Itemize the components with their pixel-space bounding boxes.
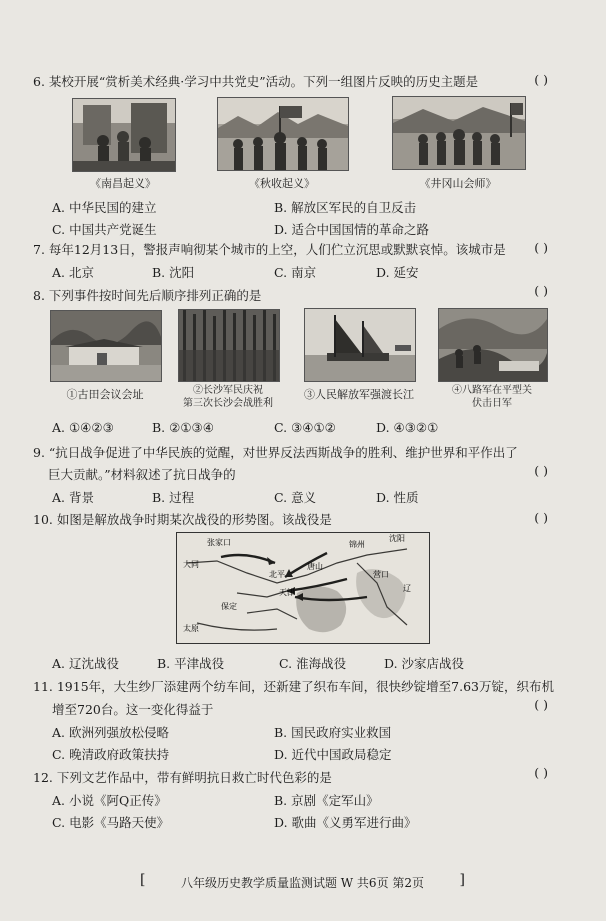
- footer-text: 八年级历史教学质量监测试题 W 共6页 第2页: [180, 876, 425, 890]
- q11-option-b: B. 国民政府实业救国: [274, 725, 392, 740]
- q8-option-a: A. ①④②③: [52, 420, 114, 435]
- map-label-tangshan: 唐山: [307, 562, 323, 571]
- autumn-harvest-uprising-painting: [217, 97, 349, 171]
- q8-option-c: C. ③④①②: [274, 420, 336, 435]
- map-label-shenyang: 沈阳: [389, 534, 405, 543]
- q6-caption-3: 《井冈山会师》: [419, 177, 497, 190]
- q9-option-b: B. 过程: [152, 490, 195, 505]
- q7-option-d: D. 延安: [376, 265, 419, 280]
- q10-stem: 10. 如图是解放战争时期某次战役的形势图。该战役是: [33, 512, 332, 527]
- q8-option-b: B. ②①③④: [152, 420, 214, 435]
- q6-stem: 6. 某校开展“赏析美术经典·学习中共党史”活动。下列一组图片反映的历史主题是: [33, 74, 479, 89]
- q10-answer-paren: ( ): [534, 510, 548, 525]
- q8-caption-2: [170, 384, 286, 410]
- q12-stem: 12. 下列文艺作品中，带有鲜明抗日救亡时代色彩的是: [33, 770, 332, 785]
- q12-option-d: D. 歌曲《义勇军进行曲》: [274, 815, 417, 830]
- q8-option-d: D. ④③②①: [376, 420, 439, 435]
- q11-option-a: A. 欧洲列强放松侵略: [52, 725, 169, 740]
- q11-stem-line2: 增至720台。这一变化得益于: [52, 702, 214, 717]
- map-label-tianjin: 天津: [279, 588, 295, 597]
- q10-option-d: D. 沙家店战役: [384, 656, 465, 671]
- q8-caption-2-line2: 第三次长沙会战胜利: [183, 398, 273, 409]
- pingxingguan-ambush-painting: [438, 308, 548, 382]
- q11-answer-paren: ( ): [534, 697, 548, 712]
- q10-option-c: C. 淮海战役: [279, 656, 347, 671]
- map-label-yingkou: 营口: [373, 570, 389, 579]
- q11-option-d: D. 近代中国政局稳定: [274, 747, 392, 762]
- q6-option-d: D. 适合中国国情的革命之路: [274, 222, 430, 237]
- footer-left-bracket: [: [140, 872, 146, 888]
- q6-caption-1: 《南昌起义》: [90, 177, 156, 190]
- q7-option-b: B. 沈阳: [152, 265, 195, 280]
- map-label-taiyuan: 太原: [183, 624, 199, 633]
- q7-stem: 7. 每年12月13日，警报声响彻某个城市的上空，人们伫立沉思或默默哀悼。该城市是: [33, 242, 506, 257]
- q12-option-b: B. 京剧《定军山》: [274, 793, 379, 808]
- q9-option-c: C. 意义: [274, 490, 317, 505]
- jinggangshan-meeting-painting: [392, 96, 526, 170]
- changsha-celebration-photo: [178, 309, 280, 382]
- page-footer: [140, 874, 465, 891]
- q12-option-c: C. 电影《马路天使》: [52, 815, 170, 830]
- campaign-situation-map: [176, 532, 430, 644]
- q12-answer-paren: ( ): [534, 765, 548, 780]
- map-label-baoding: 保定: [221, 602, 237, 611]
- q9-answer-paren: ( ): [534, 463, 548, 478]
- q8-stem: 8. 下列事件按时间先后顺序排列正确的是: [33, 288, 262, 303]
- q8-caption-4-line1: ④八路军在平型关: [452, 385, 532, 396]
- q6-option-b: B. 解放区军民的自卫反击: [274, 200, 417, 215]
- nanchang-uprising-painting: [72, 98, 176, 172]
- q8-caption-4-line2: 伏击日军: [472, 398, 512, 409]
- q9-option-d: D. 性质: [376, 490, 419, 505]
- q8-caption-2-line1: ②长沙军民庆祝: [193, 385, 263, 396]
- map-label-beiping: 北平: [269, 570, 285, 579]
- q9-option-a: A. 背景: [52, 490, 94, 505]
- map-label-zhangjiakou: 张家口: [207, 538, 231, 547]
- q9-stem-line2: 巨大贡献。”材料叙述了抗日战争的: [48, 467, 236, 482]
- q11-stem-line1: 11. 1915年，大生纱厂添建两个纺车间，还新建了织布车间，很快纱锭增至7.63万锭，织布机: [33, 679, 554, 694]
- q7-option-a: A. 北京: [52, 265, 94, 280]
- q7-answer-paren: ( ): [534, 240, 548, 255]
- q6-option-c: C. 中国共产党诞生: [52, 222, 157, 237]
- q10-option-b: B. 平津战役: [157, 656, 225, 671]
- footer-right-bracket: ]: [459, 872, 465, 888]
- q7-option-c: C. 南京: [274, 265, 317, 280]
- q8-answer-paren: ( ): [534, 283, 548, 298]
- q9-stem-line1: 9. “抗日战争促进了中华民族的觉醒，对世界反法西斯战争的胜利、维护世界和平作出了: [33, 445, 518, 460]
- q8-caption-3: ③人民解放军强渡长江: [304, 388, 414, 401]
- q8-caption-1: ①古田会议会址: [66, 388, 144, 401]
- gutian-meeting-site-photo: [50, 310, 162, 382]
- yangtze-crossing-photo: [304, 308, 416, 382]
- q8-caption-4: [430, 384, 554, 410]
- q6-answer-paren: ( ): [534, 72, 548, 87]
- map-label-liao: 辽: [403, 584, 411, 593]
- map-label-jinzhou: 锦州: [349, 540, 365, 549]
- q12-option-a: A. 小说《阿Q正传》: [52, 793, 167, 808]
- q6-option-a: A. 中华民国的建立: [52, 200, 157, 215]
- map-label-datong: 大同: [183, 560, 199, 569]
- q11-option-c: C. 晚清政府政策扶持: [52, 747, 170, 762]
- q6-caption-2: 《秋收起义》: [249, 177, 315, 190]
- q10-option-a: A. 辽沈战役: [52, 656, 119, 671]
